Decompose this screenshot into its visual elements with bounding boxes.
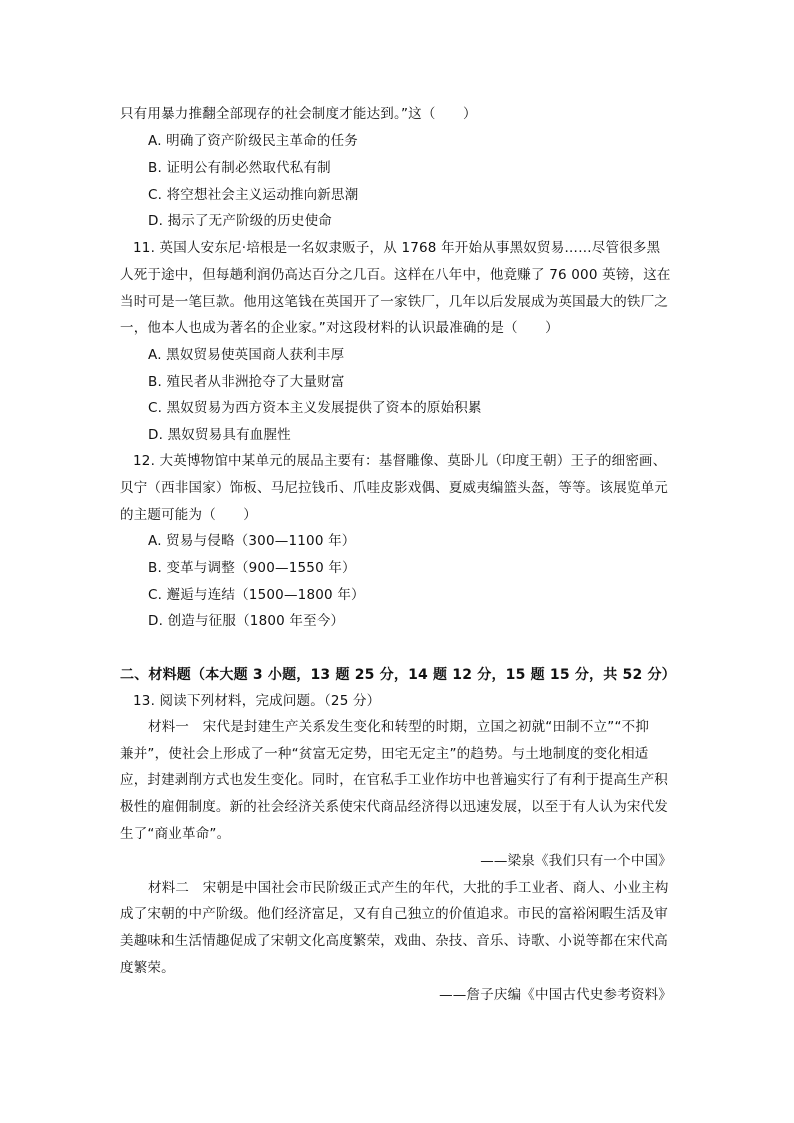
material2-line-3: 美趣味和生活情趣促成了宋朝文化高度繁荣，戏曲、杂技、音乐、诗歌、小说等都在宋代高	[120, 933, 668, 949]
q11-option-b: B. 殖民者从非洲抢夺了大量财富	[148, 374, 345, 390]
material1-line-3: 应，封建剥削方式也发生变化。同时，在官私手工业作坊中也普遍实行了有利于提高生产积	[120, 772, 668, 788]
q10-continuation: 只有用暴力推翻全部现存的社会制度才能达到。”这（ ）	[120, 106, 477, 122]
q11-option-a: A. 黑奴贸易使英国商人获利丰厚	[148, 347, 345, 363]
material1-line-4: 极性的雇佣制度。新的社会经济关系使宋代商品经济得以迅速发展，以至于有人认为宋代发	[120, 799, 668, 815]
q12-line-3: 的主题可能为（ ）	[120, 507, 257, 523]
material2-line-2: 成了宋朝的中产阶级。他们经济富足，又有自己独立的价值追求。市民的富裕闲暇生活及审	[120, 906, 668, 922]
q11-line-2: 人死于途中，但每趟利润仍高达百分之几百。这样在八年中，他竟赚了 76 000 英镑，这在	[120, 267, 671, 283]
section-title: 二、材料题（本大题 3 小题，13 题 25 分，14 题 12 分，15 题 15 分，共 52 分）	[120, 667, 676, 683]
q12-line-1: 12. 大英博物馆中某单元的展品主要有：基督雕像、莫卧儿（印度王朝）王子的细密画、	[133, 453, 667, 469]
q12-line-2: 贝宁（西非国家）饰板、马尼拉钱币、爪哇皮影戏偶、夏威夷编篮头盔，等等。该展览单元	[120, 480, 668, 496]
q12-option-d: D. 创造与征服（1800 年至今）	[148, 613, 345, 629]
q11-option-d: D. 黑奴贸易具有血腥性	[148, 427, 291, 443]
q12-option-b: B. 变革与调整（900—1550 年）	[148, 560, 356, 576]
material2-line-1: 材料二 宋朝是中国社会市民阶级正式产生的年代，大批的手工业者、商人、小业主构	[148, 880, 669, 896]
q10-option-b: B. 证明公有制必然取代私有制	[148, 160, 331, 176]
material1-source: ——梁泉《我们只有一个中国》	[480, 853, 672, 869]
q12-option-a: A. 贸易与侵略（300—1100 年）	[148, 533, 356, 549]
q10-option-d: D. 揭示了无产阶级的历史使命	[148, 213, 332, 229]
q10-option-c: C. 将空想社会主义运动推向新思潮	[148, 187, 359, 203]
q10-option-a: A. 明确了资产阶级民主革命的任务	[148, 133, 358, 149]
q11-line-3: 当时可是一笔巨款。他用这笔钱在英国开了一家铁厂，几年以后发展成为英国最大的铁厂之	[120, 294, 668, 310]
q11-option-c: C. 黑奴贸易为西方资本主义发展提供了资本的原始积累	[148, 400, 482, 416]
material2-line-4: 度繁荣。	[120, 960, 175, 976]
material1-line-2: 兼并”，使社会上形成了一种“贫富无定势，田宅无定主”的趋势。与土地制度的变化相适	[120, 746, 649, 762]
q12-option-c: C. 邂逅与连结（1500—1800 年）	[148, 587, 365, 603]
q13-intro: 13. 阅读下列材料，完成问题。（25 分）	[133, 693, 381, 709]
material1-line-5: 生了“商业革命”。	[120, 826, 231, 842]
material2-source: ——詹子庆编《中国古代史参考资料》	[439, 987, 672, 1003]
material1-line-1: 材料一 宋代是封建生产关系发生变化和转型的时期，立国之初就“田制不立”“不抑	[148, 719, 650, 735]
q11-line-1: 11. 英国人安东尼·培根是一名奴隶贩子，从 1768 年开始从事黑奴贸易……尽管很多黑	[133, 240, 661, 256]
q11-line-4: 一，他本人也成为著名的企业家。”对这段材料的认识最准确的是（ ）	[120, 320, 559, 336]
